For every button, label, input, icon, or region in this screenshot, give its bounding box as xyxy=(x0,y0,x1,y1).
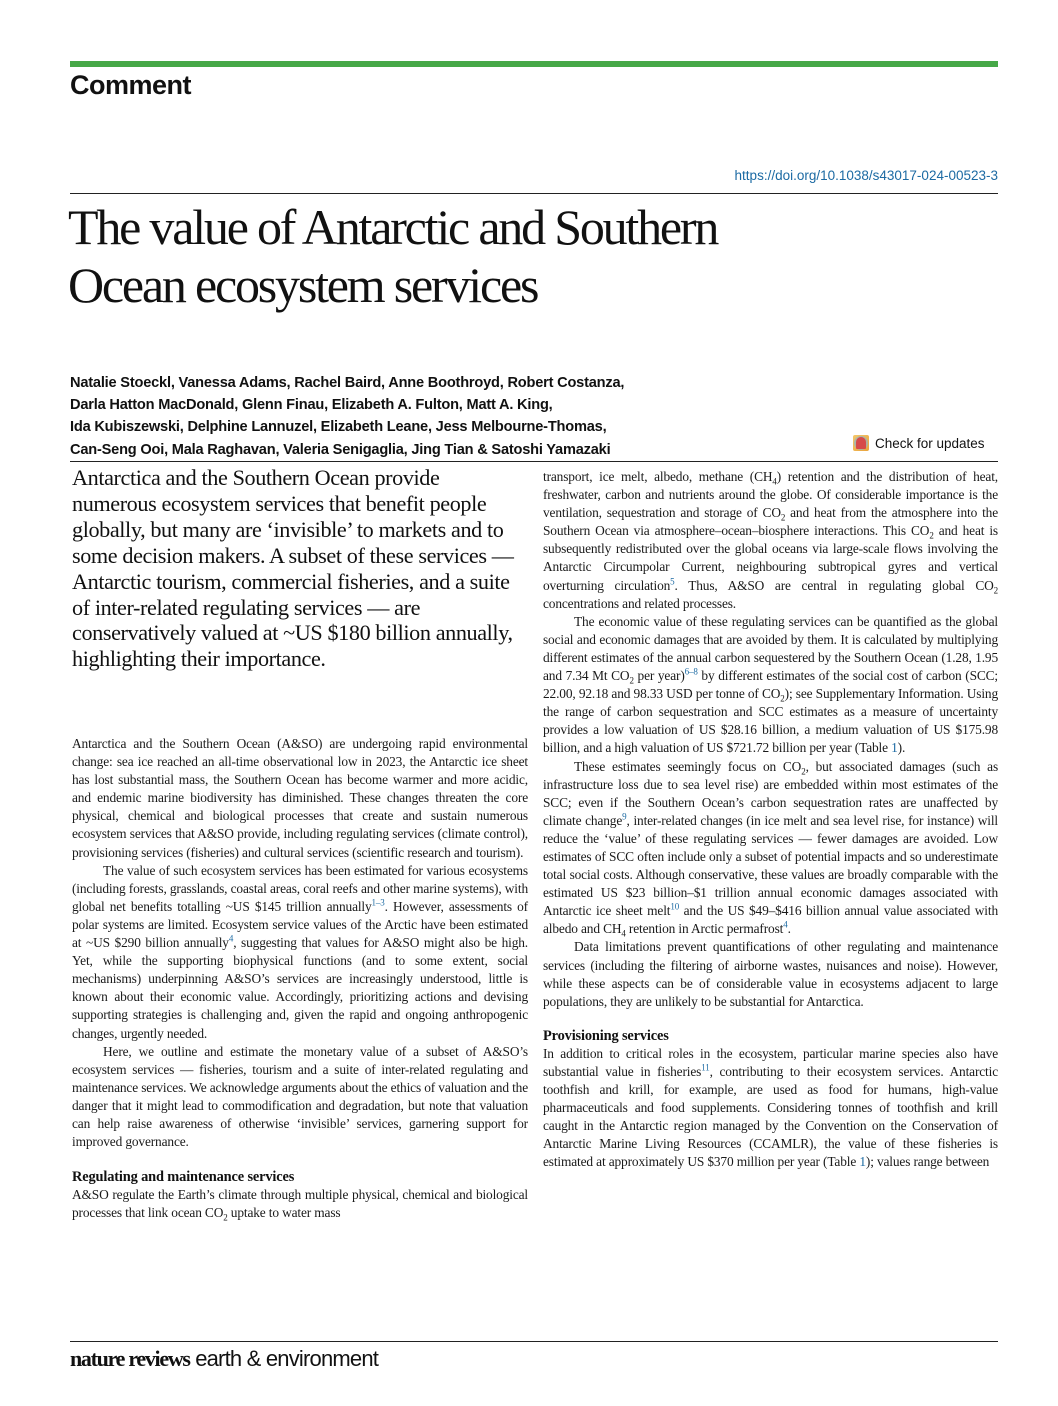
title-line-1: The value of Antarctic and Southern xyxy=(68,199,718,255)
author-line: Darla Hatton MacDonald, Glenn Finau, Elizabeth A. Fulton, Matt A. King, xyxy=(70,397,553,414)
reference-link[interactable]: 9 xyxy=(622,811,627,822)
section-accent-bar xyxy=(70,61,998,67)
section-heading-regulating: Regulating and maintenance services xyxy=(72,1169,295,1186)
paragraph: In addition to critical roles in the ecosystem, particular marine species also have substantial value in fisheries$^{11}$, contributing to their ecosystem services. Antarctic toothfish and krill, for example, are used as food for humans, high-value pharmaceuticals and food supplements. Considering tonnes of toothfish and krill caught in the Antarctic region managed by the Convention on the Conservation of Antarctic Marine Living Resources (CCAMLR), the value of these fisheries is estimated at approximately US $370 million per year (Table 1); values range between xyxy=(543,1045,998,1170)
author-line: Ida Kubiszewski, Delphine Lannuzel, Elizabeth Leane, Jess Melbourne-Thomas, xyxy=(70,419,607,436)
standfirst: Antarctica and the Southern Ocean provide numerous ecosystem services that benefit people globally, but many are ‘invisible’ to markets and to some decision makers. A subset of these services — Antarctic tourism, commercial fisheries, and a suite of inter-related regulating services — are conservatively valued at ~US $180 billion annually, highlighting their importance. xyxy=(72,465,514,672)
article-title xyxy=(68,198,968,314)
paragraph: Data limitations prevent quantifications of other regulating and maintenance services (including the filtering of airborne wastes, nuisances and noise). However, while these aspects can be of considerable value in ecosystems adjacent to large populations, they are unlikely to be substantial for Antarctica. xyxy=(543,939,998,1009)
paragraph: A&SO regulate the Earth’s climate through multiple physical, chemical and biological processes that link ocean $CO_2$ uptake to water mass xyxy=(72,1187,528,1223)
paragraph: Here, we outline and estimate the monetary value of a subset of A&SO’s ecosystem services — fisheries, tourism and a suite of inter-related regulating and maintenance services. We acknowledge arguments about the ethics of valuation and the danger that it might lead to commodification and degradation, but note that valuation can help raise awareness of otherwise ‘invisible’ services, garnering support for improved governance. xyxy=(72,1043,528,1150)
title-line-2: Ocean ecosystem services xyxy=(68,257,538,313)
journal-brand: nature reviews xyxy=(70,1346,190,1371)
crossmark-icon xyxy=(853,435,869,451)
table-link[interactable]: 1 xyxy=(891,740,898,756)
check-for-updates-label: Check for updates xyxy=(875,435,985,451)
journal-name xyxy=(70,1346,378,1372)
reference-link[interactable]: 4 xyxy=(783,919,788,930)
paragraph: The economic value of these regulating services can be quantified as the global social and economic damages that are avoided by them. It is calculated by multiplying different estimates of the annual carbon sequestered by the Southern Ocean (1.28, 1.95 and 7.34 Mt $CO_2$ per year)$^{6-8}$ by different estimates of the social cost of carbon (SCC; 22.00, 92.18 and 98.33 USD per tonne of $CO_2$); see Supplementary Information. Using the range of carbon sequestration and SCC estimates as a measure of uncertainty provides a low valuation of US $28.16 billion, a medium valuation of US $175.98 billion, and a high valuation of US $721.72 billion per year (Table 1). xyxy=(543,613,998,756)
title-divider xyxy=(70,193,998,194)
authors-divider xyxy=(70,461,998,462)
doi-link[interactable]: https://doi.org/10.1038/s43017-024-00523-3 xyxy=(734,168,998,183)
section-label: Comment xyxy=(70,70,192,100)
paragraph: Antarctica and the Southern Ocean (A&SO) are undergoing rapid environmental change: sea ice reached an all-time observational low in 2023, the Antarctic ice sheet has lost substantial mass, the Southern Ocean has become warmer and more acidic, and endemic marine biodiversity has diminished. These changes threaten the core physical, chemical and biological processes that create and sustain numerous ecosystem services that A&SO provide, including regulating services (climate control), provisioning services (fisheries) and cultural services (scientific research and tourism). xyxy=(72,736,528,860)
author-line: Can-Seng Ooi, Mala Raghavan, Valeria Senigaglia, Jing Tian & Satoshi Yamazaki xyxy=(70,441,611,458)
author-line: Natalie Stoeckl, Vanessa Adams, Rachel Baird, Anne Boothroyd, Robert Costanza, xyxy=(70,375,625,391)
check-for-updates-button[interactable] xyxy=(853,435,985,451)
table-link[interactable]: 1 xyxy=(859,1154,866,1170)
paragraph: The value of such ecosystem services has been estimated for various ecosystems (including forests, grasslands, coastal areas, coral reefs and other marine systems), with global net benefits totalling ~US $145 trillion annually$^{1-3}$. However, assessments of polar systems are limited. Ecosystem service values of the Arctic have been estimated at ~US $290 billion annually$^4$, suggesting that values for A&SO might also be high. Yet, while the supporting biophysical functions (and to some extent, social mechanisms) underpinning A&SO’s services are increasingly understood, little is known about their economic value. Accordingly, prioritizing actions and devising supporting strategies is challenging and, given the rapid and ongoing anthropogenic changes, urgently needed. xyxy=(72,862,528,1041)
section-heading-provisioning: Provisioning services xyxy=(543,1027,669,1044)
reference-link[interactable]: 10 xyxy=(670,901,680,912)
body-column-left xyxy=(72,735,528,1222)
reference-link[interactable]: 1–3 xyxy=(371,897,385,908)
journal-title: earth & environment xyxy=(195,1346,379,1371)
reference-link[interactable]: 6–8 xyxy=(684,666,698,677)
reference-link[interactable]: 4 xyxy=(228,933,234,944)
reference-link[interactable]: 5 xyxy=(670,576,675,587)
paragraph: These estimates seemingly focus on $CO_2$, but associated damages (such as infrastructure loss due to sea level rise) are embedded within most estimates of the SCC; even if the Southern Ocean’s carbon sequestration rates are unaffected by climate change$^9$, inter-related changes (in ice melt and sea level rise, for instance) will reduce the ‘value’ of these regulating services — fewer damages are avoided. Low estimates of SCC often include only a subset of potential impacts and so underestimate total social costs. Although conservative, these values are broadly comparable with the estimated US $23 billion–$1 trillion annual economic damages associated with Antarctic ice sheet melt$^{10}$ and the US $49–$416 billion annual value associated with albedo and $CH_4$ retention in Arctic permafrost$^4$. xyxy=(543,758,999,940)
author-list xyxy=(70,372,830,461)
reference-link[interactable]: 11 xyxy=(701,1062,710,1073)
footer-divider xyxy=(70,1341,998,1342)
paragraph: transport, ice melt, albedo, methane $(CH_4)$ retention and the distribution of heat, freshwater, carbon and nutrients around the globe. Of considerable importance is the ventilation, sequestration and storage of $CO_2$ and heat from the atmosphere into the Southern Ocean via atmosphere–ocean–biosphere interactions. This $CO_2$ and heat is subsequently redistributed over the global oceans via large-scale flows involving the Antarctic Circumpolar Current, neighbouring subtropical gyres and vertical overturning circulation$^5$. Thus, A&SO are central in regulating global $CO_2$ concentrations and related processes. xyxy=(543,469,999,611)
body-column-right xyxy=(543,468,998,1171)
